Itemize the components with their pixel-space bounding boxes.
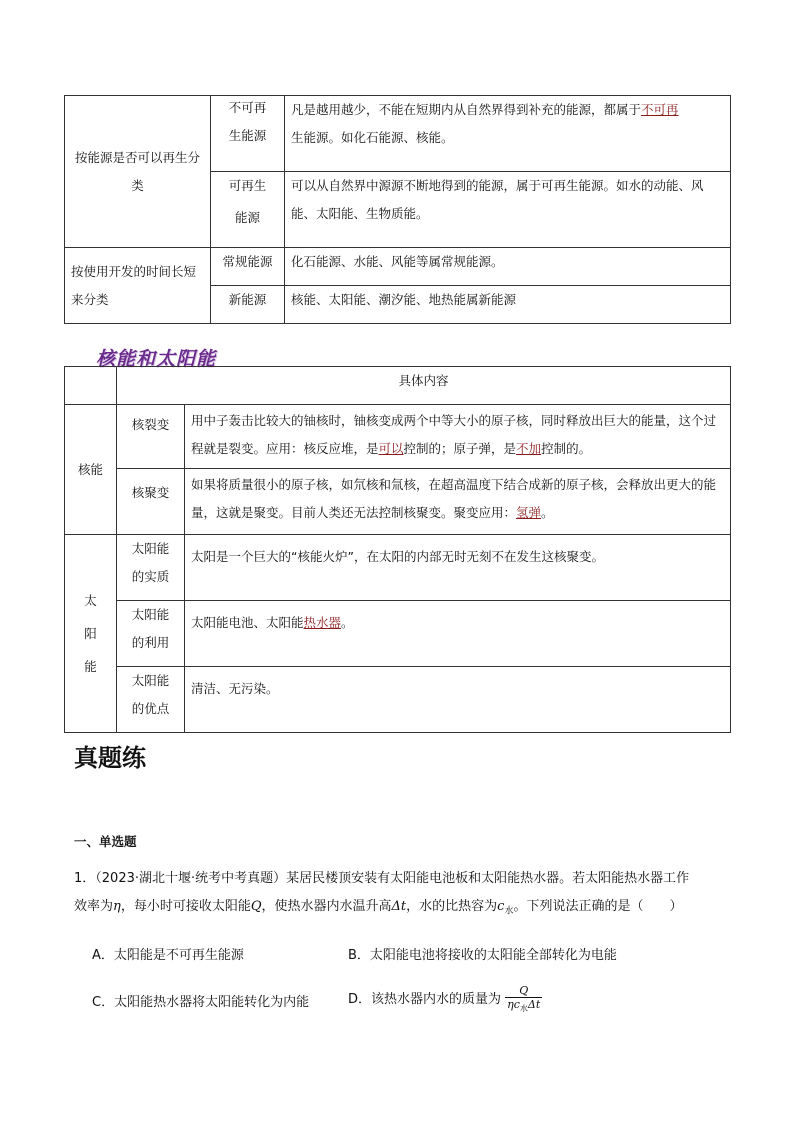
label-conventional: 常规能源 <box>211 248 285 286</box>
text-fusion: 如果将质量很小的原子核，如氘核和氚核，在超高温度下结合成新的原子核，会释放出更大的能量，这就是聚变。目前人类还无法控制核聚变。聚变应用：氢弹。 <box>185 469 731 535</box>
option-d[interactable]: D．该热水器内水的质量为 $\frac{Q}{\eta c_水\Delta t}$ <box>348 984 541 1014</box>
option-b[interactable]: B．太阳能电池将接收的太阳能全部转化为电能 <box>348 948 617 963</box>
question-text: 1．（2023·湖北十堰·统考中考真题）某居民楼顶安装有太阳能电池板和太阳能热水器。若太阳能热水器工作 效率为η，每小时可接收太阳能Q，使热水器内水温升高Δt，水的比热容为$c_水$。下列说法正确的是（ ） <box>74 871 690 917</box>
page-heading: 真题练 <box>74 744 146 772</box>
label-renewable: 可再生 能源 <box>211 172 285 248</box>
desc-conventional: 化石能源、水能、风能等属常规能源。 <box>285 248 731 286</box>
desc-nonrenewable: 凡是越用越少，不能在短期内从自然界得到补充的能源，都属于不可再 生能源。如化石能源、核能。 <box>285 96 731 172</box>
header-content: 具体内容 <box>117 367 731 405</box>
label-fusion: 核聚变 <box>117 469 185 535</box>
text-solar-use: 太阳能电池、太阳能热水器。 <box>185 601 731 667</box>
label-nuclear: 核能 <box>65 405 117 535</box>
label-nonrenewable: 不可再 生能源 <box>211 96 285 172</box>
option-c[interactable]: C．太阳能热水器将太阳能转化为内能 <box>92 995 310 1010</box>
energy-classification-table <box>64 95 731 324</box>
text-solar-essence: 太阳是一个巨大的“核能火炉”，在太阳的内部无时无刻不在发生这核聚变。 <box>185 535 731 601</box>
label-new-energy: 新能源 <box>211 286 285 324</box>
label-solar-advantage: 太阳能 的优点 <box>117 667 185 733</box>
text-solar-advantage: 清洁、无污染。 <box>185 667 731 733</box>
desc-renewable: 可以从自然界中源源不断地得到的能源，属于可再生能源。如水的动能、风能、太阳能、生物质能。 <box>285 172 731 248</box>
text-fission: 用中子轰击比较大的铀核时，铀核变成两个中等大小的原子核，同时释放出巨大的能量，这个过程就是裂变。应用：核反应堆，是可以控制的；原子弹，是不加控制的。 <box>185 405 731 469</box>
mass-fraction: $\frac{Q}{\eta c_水\Delta t}$ <box>507 984 541 1014</box>
label-solar-use: 太阳能 的利用 <box>117 601 185 667</box>
section-title: 核能和太阳能 <box>96 348 217 370</box>
section-subheading: 一、单选题 <box>74 834 137 849</box>
header-blank <box>65 367 117 405</box>
option-a[interactable]: A．太阳能是不可再生能源 <box>92 948 244 963</box>
label-solar-essence: 太阳能 的实质 <box>117 535 185 601</box>
label-fission: 核裂变 <box>117 405 185 469</box>
nuclear-solar-table <box>64 366 731 733</box>
category-time: 按使用开发的时间长短来分类 <box>65 248 211 324</box>
label-solar: 太 阳 能 <box>65 535 117 733</box>
category-renewable: 按能源是否可以再生分类 <box>65 96 211 248</box>
desc-new-energy: 核能、太阳能、潮汐能、地热能属新能源 <box>285 286 731 324</box>
